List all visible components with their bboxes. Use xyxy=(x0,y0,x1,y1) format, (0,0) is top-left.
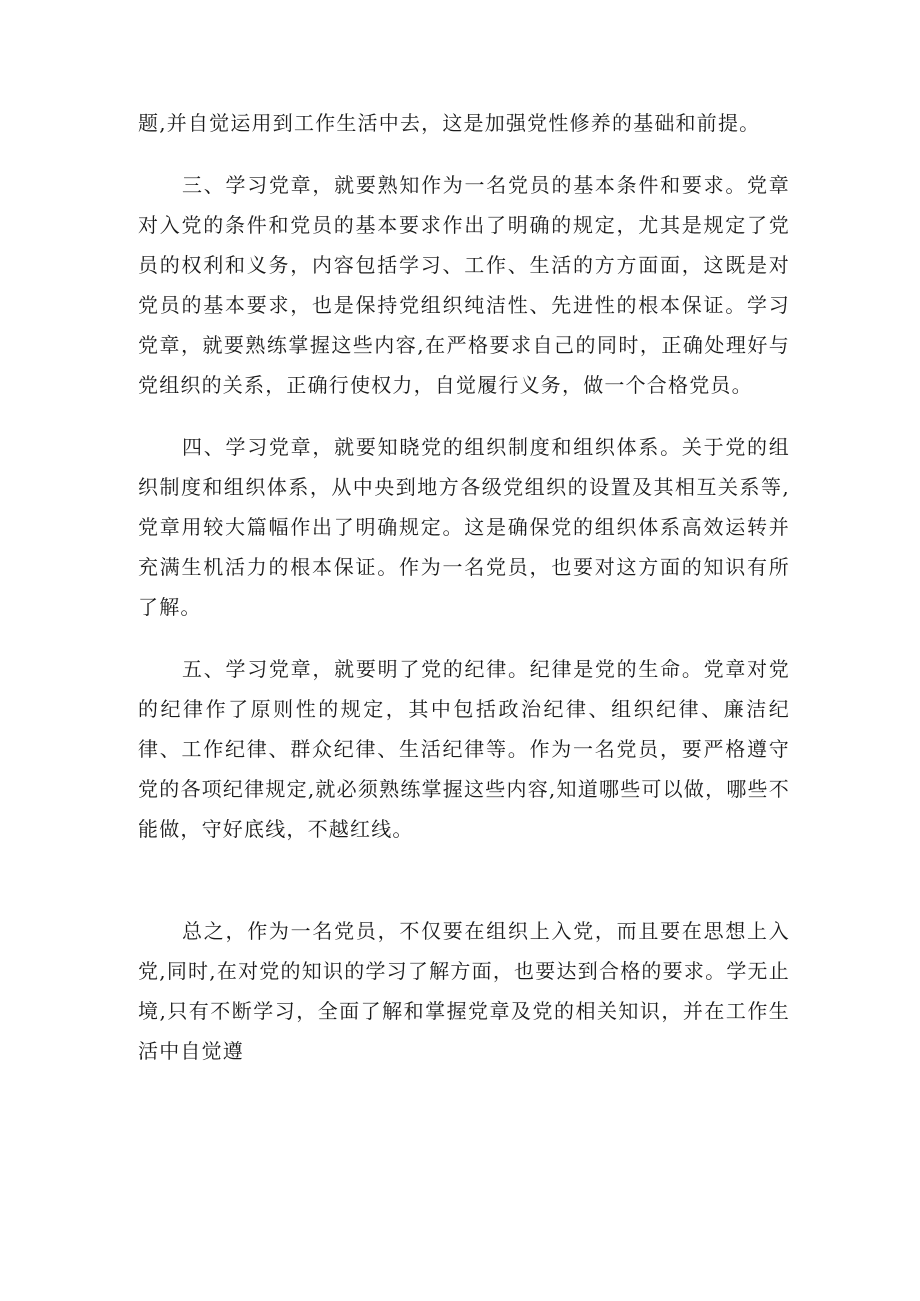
paragraph-point-5: 五、学习党章，就要明了党的纪律。纪律是党的生命。党章对党的纪律作了原则性的规定，其中包括政治纪律、组织纪律、廉洁纪律、工作纪律、群众纪律、生活纪律等。作为一名党员，要严格遵守党的各项纪律规定,就必须熟练掌握这些内容,知道哪些可以做，哪些不能做，守好底线，不越红线。 xyxy=(138,657,790,841)
paragraph-continuation: 题,并自觉运用到工作生活中去，这是加强党性修养的基础和前提。 xyxy=(138,111,761,135)
paragraph-conclusion: 总之，作为一名党员，不仅要在组织上入党，而且要在思想上入党,同时,在对党的知识的学习了解方面，也要达到合格的要求。学无止境,只有不断学习，全面了解和掌握党章及党的相关知识，并在工作生活中自觉遵 xyxy=(138,919,790,1063)
document-page xyxy=(138,103,790,1071)
paragraph-point-4: 四、学习党章，就要知晓党的组织制度和组织体系。关于党的组织制度和组织体系，从中央到地方各级党组织的设置及其相互关系等,党章用较大篇幅作出了明确规定。这是确保党的组织体系高效运转并充满生机活力的根本保证。作为一名党员，也要对这方面的知识有所了解。 xyxy=(138,435,790,619)
paragraph-point-3: 三、学习党章，就要熟知作为一名党员的基本条件和要求。党章对入党的条件和党员的基本要求作出了明确的规定，尤其是规定了党员的权利和义务，内容包括学习、工作、生活的方方面面，这既是对党员的基本要求，也是保持党组织纯洁性、先进性的根本保证。学习党章，就要熟练掌握这些内容,在严格要求自己的同时，正确处理好与党组织的关系，正确行使权力，自觉履行义务，做一个合格党员。 xyxy=(138,173,790,397)
